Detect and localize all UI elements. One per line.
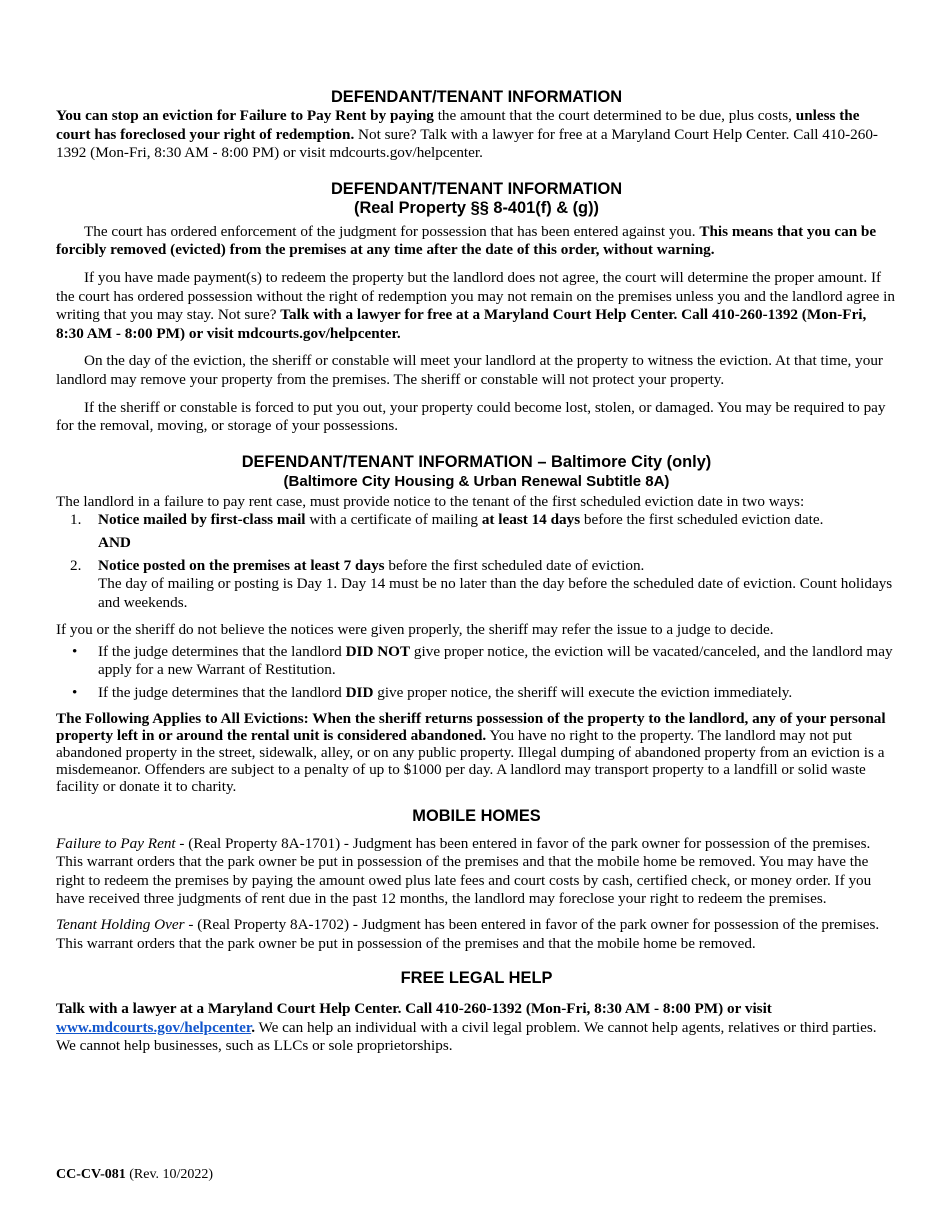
form-id: CC-CV-081 bbox=[56, 1167, 126, 1182]
failure-to-pay-paragraph: Failure to Pay Rent - (Real Property 8A-1701) - Judgment has been entered in favor of the park owner for possession of the premises. This warrant orders that the park owner be put in possession of the premises and that the mobile home be removed. You may have the right to redeem the premises by paying the amount owed plus late fees and court costs by cash, certified check, or money order. If you have received three judgments of rent due in the past 12 months, the landlord may foreclose your right to redeem the premises. bbox=[56, 834, 872, 908]
form-footer bbox=[56, 1166, 213, 1185]
section-subheading-real-property: (Real Property §§ 8-401(f) & (g)) bbox=[353, 198, 599, 217]
notice-list bbox=[56, 511, 897, 530]
notice-list-2 bbox=[56, 557, 897, 613]
and-connector: AND bbox=[98, 533, 131, 551]
section-subheading-baltimore: (Baltimore City Housing & Urban Renewal Subtitle 8A) bbox=[283, 472, 670, 490]
form-revision: (Rev. 10/2022) bbox=[125, 1167, 214, 1182]
judge-referral-text: If you or the sheriff do not believe the notices were given properly, the sheriff may refer the issue to a judge to decide. bbox=[56, 621, 774, 639]
notice-intro: The landlord in a failure to pay rent case, must provide notice to the tenant of the first scheduled eviction date in two ways: bbox=[56, 492, 805, 510]
list-item: 2. Notice posted on the premises at least 7 days before the first scheduled date of eviction. The day of mailing or posting is Day 1. Day 14 must be no later than the day before the scheduled date of eviction. Count holidays and weekends. bbox=[70, 556, 893, 611]
holding-over-paragraph: Tenant Holding Over - (Real Property 8A-1702) - Judgment has been entered in favor of the park owner for possession of the premises. This warrant orders that the park owner be put in possession of the premises and that the mobile home be removed. bbox=[56, 916, 880, 952]
abandoned-property-paragraph: The Following Applies to All Evictions: When the sheriff returns possession of the property to the landlord, any of your personal property left in or around the rental unit is considered abandoned. You have no right to the property. The landlord may not put abandoned property in the street, sidewalk, alley, or on any public property. Illegal dumping of abandoned property from an eviction is a misdemeanor. Offenders are subject to a penalty of up to $1000 per day. A landlord may transport property to a landfill or solid waste facility or donate it to charity. bbox=[56, 709, 886, 795]
property-loss-paragraph: If the sheriff or constable is forced to put you out, your property could become lost, stolen, or damaged. You may be required to pay for the removal, moving, or storage of your possessions. bbox=[56, 398, 886, 435]
legal-help-paragraph: Talk with a lawyer at a Maryland Court Help Center. Call 410-260-1392 (Mon-Fri, 8:30 AM - 8:00 PM) or visit www.mdcourts.gov/helpcenter. We can help an individual with a civil legal problem. We cannot help agents, relatives or third parties. We cannot help businesses, such as LLCs or sole proprietorships. bbox=[56, 1000, 877, 1055]
section-heading-legal-help: FREE LEGAL HELP bbox=[400, 969, 553, 988]
helpcenter-link[interactable]: www.mdcourts.gov/helpcenter bbox=[56, 1018, 252, 1036]
section-heading-baltimore: DEFENDANT/TENANT INFORMATION – Baltimore City (only) bbox=[241, 452, 712, 471]
section-heading-mobile-homes: MOBILE HOMES bbox=[412, 806, 541, 825]
section-heading-tenant-info: DEFENDANT/TENANT INFORMATION bbox=[330, 88, 623, 106]
payment-paragraph: If you have made payment(s) to redeem the property but the landlord does not agree, the court will determine the proper amount. If the court has ordered possession without the right of redemption you may not remain on the premises unless you and the landlord agree in writing that you may stay. Not sure? Talk with a lawyer for free at a Maryland Court Help Center. Call 410-260-1392 (Mon-Fri, 8:30 AM - 8:00 PM) or visit mdcourts.gov/helpcenter. bbox=[56, 268, 895, 342]
section-heading-real-property: DEFENDANT/TENANT INFORMATION bbox=[330, 179, 623, 198]
enforcement-paragraph: The court has ordered enforcement of the judgment for possession that has been entered against you. This means that you can be forcibly removed (evicted) from the premises at any time after the date of this order, without warning. bbox=[56, 222, 877, 259]
list-item: 1. Notice mailed by first-class mail with a certificate of mailing at least 14 days before the first scheduled eviction date. bbox=[70, 511, 824, 529]
redemption-paragraph: You can stop an eviction for Failure to Pay Rent by paying the amount that the court determined to be due, plus costs, unless the court has foreclosed your right of redemption. Not sure? Talk with a lawyer for free at a Maryland Court Help Center. Call 410-260-1392 (Mon-Fri, 8:30 AM - 8:00 PM) or visit mdcourts.gov/helpcenter. bbox=[56, 107, 878, 162]
list-item: • If the judge determines that the landlord DID give proper notice, the sheriff will execute the eviction immediately. bbox=[72, 684, 793, 702]
eviction-day-paragraph: On the day of the eviction, the sheriff or constable will meet your landlord at the property to witness the eviction. At that time, your landlord may remove your property from the premises. The sheriff or constable will not protect your property. bbox=[56, 352, 883, 388]
judge-outcome-list bbox=[56, 643, 897, 703]
list-item: • If the judge determines that the landlord DID NOT give proper notice, the eviction will be vacated/canceled, and the landlord may apply for a new Warrant of Restitution. bbox=[72, 642, 893, 679]
